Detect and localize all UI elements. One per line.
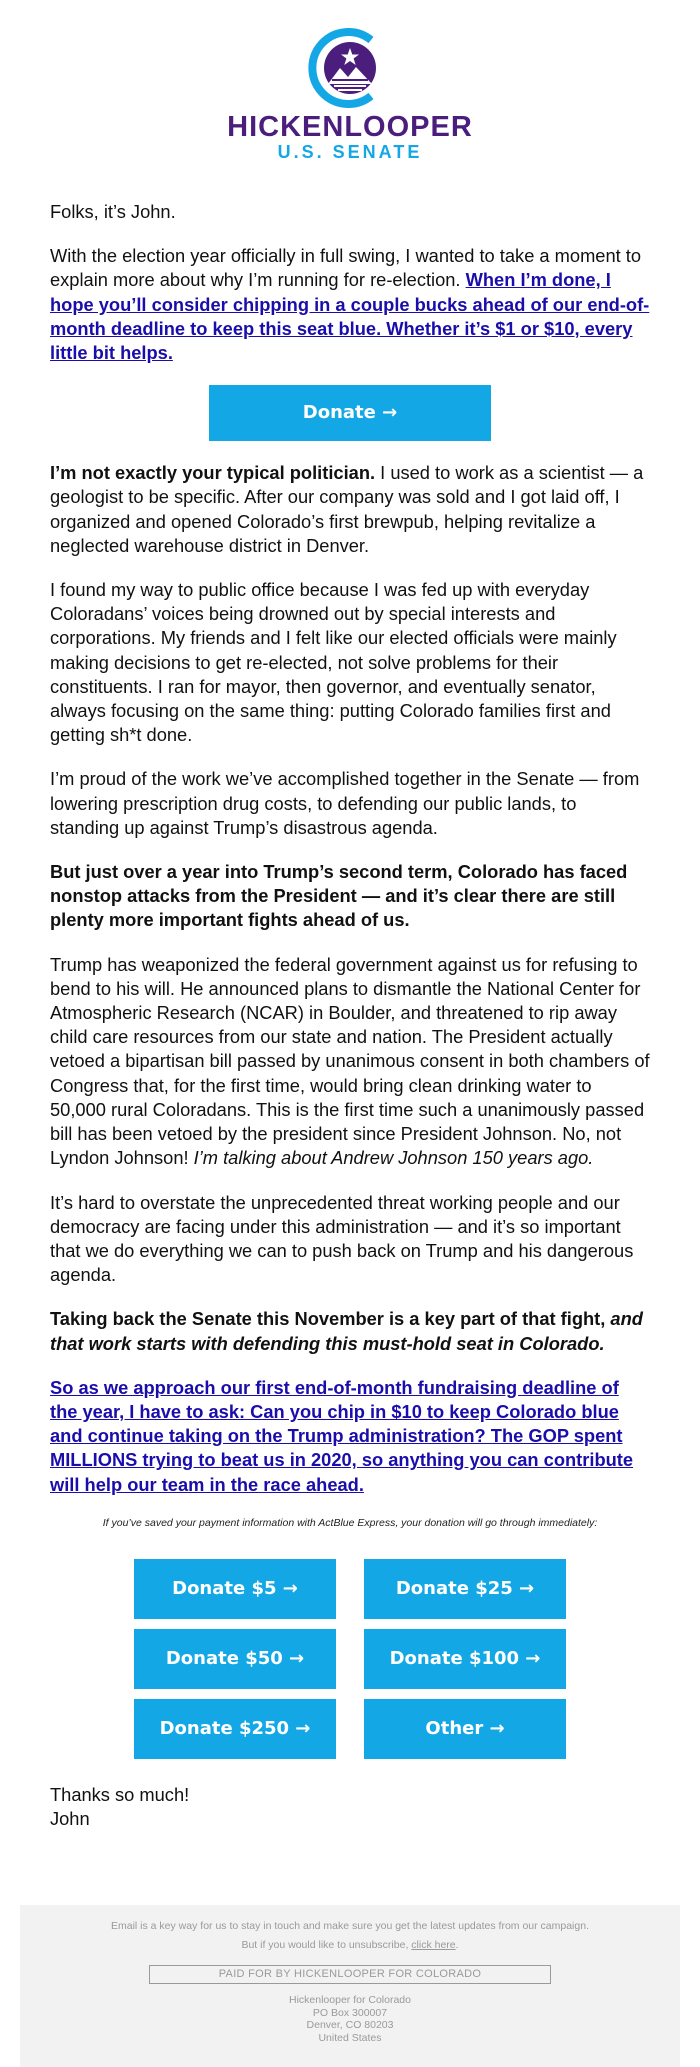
address-line: PO Box 300007 xyxy=(312,2006,388,2019)
donate-100-button[interactable]: Donate $100 → xyxy=(364,1629,566,1689)
logo-name: HICKENLOOPER xyxy=(227,111,473,143)
intro-paragraph xyxy=(50,244,650,365)
johnson-note: I’m talking about Andrew Johnson 150 years ago. xyxy=(193,1147,594,1169)
attacks-paragraph: But just over a year into Trump’s second term, Colorado has faced nonstop attacks from the President — and it’s clear there are still plenty more important fights ahead of us. xyxy=(50,861,628,931)
intro-donate-link[interactable]: When I’m done, I hope you’ll consider chipping in a couple bucks ahead of our end-of-month deadline to keep this seat blue. Whether it’s $1 or $10, every little bit helps. xyxy=(50,269,650,364)
address-line: United States xyxy=(318,2031,382,2044)
footer-unsubscribe-text: But if you would like to unsubscribe, xyxy=(241,1939,412,1951)
donate-other-button[interactable]: Other → xyxy=(364,1699,566,1759)
ask-donate-link[interactable]: So as we approach our first end-of-month fundraising deadline of the year, I have to ask: Can you chip in $10 to keep Colorado blue and continue taking on the Trump administration? The GOP spent MILLIONS trying to beat us in 2020, so anything you can contribute will help our team in the race ahead. xyxy=(50,1376,634,1495)
campaign-logo xyxy=(0,28,700,162)
mountain-star-logo-icon xyxy=(305,28,395,108)
donate-button[interactable]: Donate → xyxy=(209,385,491,441)
email-footer xyxy=(20,1905,680,2067)
senate-emphasis: and that work starts with defending this must-hold seat in Colorado. xyxy=(50,1308,643,1354)
signoff-thanks: Thanks so much! xyxy=(50,1783,190,1805)
bio-lead: I’m not exactly your typical politician. xyxy=(50,462,376,484)
bio-paragraph xyxy=(50,461,650,558)
donation-row xyxy=(134,1699,566,1759)
weaponized-paragraph xyxy=(50,953,650,1171)
donate-250-button[interactable]: Donate $250 → xyxy=(134,1699,336,1759)
threat-paragraph: It’s hard to overstate the unprecedented threat working people and our democracy are facing under this administration — and it’s so important that we do everything we can to push back on Trump and his dangerous agenda. xyxy=(50,1191,634,1286)
donation-row xyxy=(134,1629,566,1689)
greeting: Folks, it’s John. xyxy=(50,201,176,222)
donation-grid xyxy=(134,1559,566,1759)
logo-subtitle: U.S. SENATE xyxy=(277,142,423,162)
email-body xyxy=(50,200,650,1831)
accomplishments-paragraph: I’m proud of the work we’ve accomplished together in the Senate — from lowering prescription drug costs, to defending our public lands, to standing up against Trump’s disastrous agenda. xyxy=(50,768,640,838)
public-office-paragraph: I found my way to public office because I was fed up with everyday Coloradans’ voices being drowned out by special interests and corporations. My friends and I felt like our elected officials were mainly making decisions to get re-elected, not solve problems for their constituents. I ran for mayor, then governor, and eventually senator, always focusing on the same thing: putting Colorado families first and getting sh*t done. xyxy=(50,579,617,746)
signoff-name: John xyxy=(50,1807,90,1829)
paid-for-disclaimer: PAID FOR BY HICKENLOOPER FOR COLORADO xyxy=(149,1965,551,1984)
footer-unsubscribe-line xyxy=(20,1936,680,1955)
weaponized-text: Trump has weaponized the federal government against us for refusing to bend to his will. He announced plans to dismantle the National Center for Atmospheric Research (NCAR) in Boulder, and threatened to rip away child care resources from our state and nation. The President actually vetoed a bipartisan bill passed by unanimous consent in both chambers of Congress that, for the first time, would bring clean drinking water to 50,000 rural Coloradans. This is the first time such a unanimously passed bill has been vetoed by the president since President Johnson. No, not Lyndon Johnson! xyxy=(50,953,650,1169)
donation-row xyxy=(134,1559,566,1619)
donate-25-button[interactable]: Donate $25 → xyxy=(364,1559,566,1619)
signoff xyxy=(50,1783,650,1831)
footer-period: . xyxy=(455,1939,459,1951)
footer-address xyxy=(20,1994,680,2044)
donate-50-button[interactable]: Donate $50 → xyxy=(134,1629,336,1689)
address-line: Denver, CO 80203 xyxy=(306,2019,394,2031)
unsubscribe-link[interactable]: click here xyxy=(411,1939,456,1951)
senate-paragraph xyxy=(50,1307,650,1355)
footer-info: Email is a key way for us to stay in touch and make sure you get the latest updates from our campaign. xyxy=(111,1920,589,1932)
senate-lead: Taking back the Senate this November is a key part of that fight, xyxy=(50,1308,611,1330)
donate-5-button[interactable]: Donate $5 → xyxy=(134,1559,336,1619)
actblue-express-note: If you’ve saved your payment information with ActBlue Express, your donation will go through immediately: xyxy=(102,1516,598,1529)
bio-text: I used to work as a scientist — a geologist to be specific. After our company was sold and I got laid off, I organized and opened Colorado’s first brewpub, helping revitalize a neglected warehouse district in Denver. xyxy=(50,462,644,556)
ask-paragraph xyxy=(50,1376,650,1497)
intro-text: With the election year officially in full swing, I wanted to take a moment to explain more about why I’m running for re-election. xyxy=(50,245,642,291)
address-line: Hickenlooper for Colorado xyxy=(289,1994,411,2006)
